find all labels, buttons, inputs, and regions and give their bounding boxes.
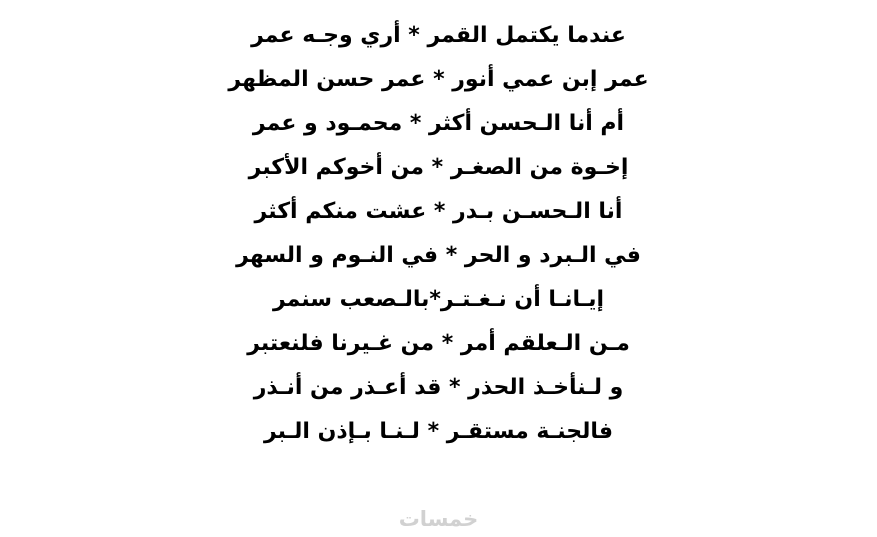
- poem-verse: عمر إبن عمي أنور * عمر حسن المظهر: [228, 67, 649, 92]
- watermark: خمسات: [398, 507, 479, 531]
- poem-verse: إخـوة من الصغـر * من أخوكم الأكبر: [248, 155, 629, 180]
- poem-verse: أنا الـحسـن بـدر * عشت منكم أكثر: [254, 199, 623, 224]
- poem-verse: مـن الـعلقم أمر * من غـيرنا فلنعتبر: [247, 331, 630, 356]
- poem-verse: عندما يكتمل القمر * أري وجـه عمر: [251, 23, 626, 48]
- poem-verse: إيـانـا أن نـغـتـر*بالـصعب سنمر: [272, 287, 605, 312]
- poem-verse: و لـنأخـذ الحذر * قد أعـذر من أنـذر: [253, 375, 624, 400]
- poem-verse: أم أنا الـحسن أكثر * محمـود و عمر: [252, 111, 625, 136]
- poem-verse: فالجنـة مستقـر * لـنـا بـإذن الـبر: [263, 419, 614, 444]
- poem-verse: في الـبرد و الحر * في النـوم و السهر: [236, 243, 641, 268]
